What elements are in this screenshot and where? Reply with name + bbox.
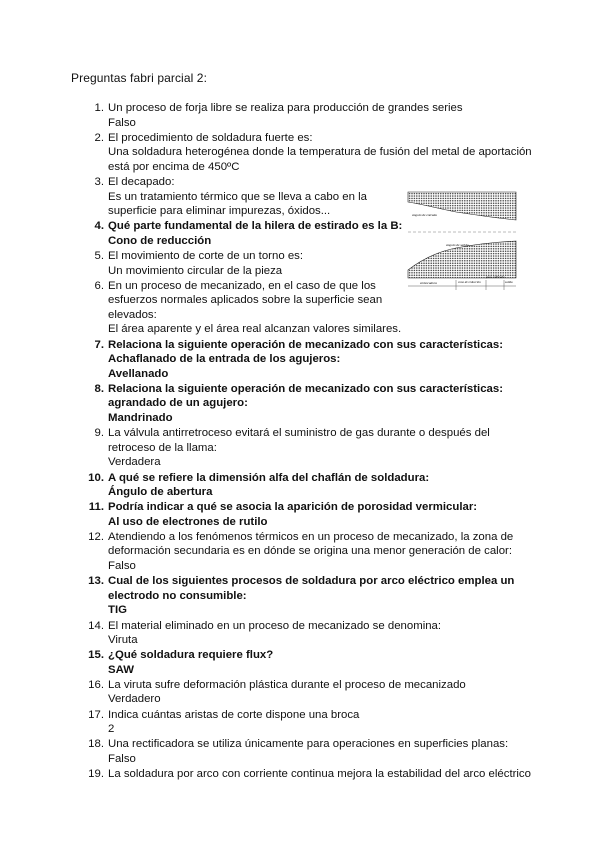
question-answer: Avellanado [108, 367, 169, 380]
question-answer: Verdadera [108, 456, 161, 469]
question-text: electrodo no consumible: [108, 589, 247, 602]
diagram-label-angulo-entrada: ángulo de entrada [412, 213, 437, 217]
question-text: Una rectificadora se utiliza únicamente para operaciones en superficies planas: [108, 738, 509, 751]
question-body [108, 708, 528, 737]
question-text: Qué parte fundamental de la hilera de estirado es la B: [108, 220, 403, 233]
question-answer: superficie para eliminar impurezas, óxidos... [108, 205, 331, 218]
question-text: El material eliminado en un proceso de mecanizado se denomina: [108, 619, 442, 632]
question-number: 8. [94, 382, 104, 395]
question-text: esfuerzos normales aplicados sobre la superficie sean [108, 294, 383, 307]
question-number: 9. [94, 427, 104, 440]
question-body [108, 131, 532, 175]
question-number: 2. [94, 131, 104, 144]
question-answer: Al uso de electrones de rutilo [108, 515, 268, 528]
drawing-die-diagram [406, 190, 518, 294]
question-number: 11. [88, 501, 104, 514]
question-body [108, 382, 528, 426]
question-answer: Falso [108, 116, 136, 129]
diagram-label-paso-calibrado: paso calibrado [486, 275, 505, 279]
question-body [108, 530, 528, 574]
question-body [108, 767, 531, 782]
question-answer: Falso [108, 560, 136, 573]
question-body [108, 574, 528, 618]
question-body [108, 426, 528, 470]
diagram-label-salida: salida [505, 280, 513, 284]
question-answer: Ángulo de abertura [108, 486, 213, 499]
question-number: 19. [88, 768, 104, 780]
question-text: Relaciona la siguiente operación de mecanizado con sus características: [108, 382, 504, 395]
question-answer: Mandrinado [108, 412, 173, 425]
question-number: 12. [88, 530, 104, 543]
question-text: El procedimiento de soldadura fuerte es: [108, 131, 313, 144]
question-text: La soldadura por arco con corriente continua mejora la estabilidad del arco eléctrico [108, 768, 531, 780]
question-answer: está por encima de 450ºC [108, 160, 240, 173]
question-body [108, 619, 528, 648]
question-text: En un proceso de mecanizado, en el caso de que los [108, 279, 376, 292]
question-number: 3. [94, 176, 104, 188]
question-answer: SAW [108, 663, 134, 676]
diagram-label-cono-reduccion: cono de reducción [458, 280, 481, 284]
question-body [108, 500, 528, 529]
question-body [108, 648, 528, 677]
question-text: Relaciona la siguiente operación de mecanizado con sus características: [108, 338, 504, 351]
question-number: 14. [88, 619, 104, 632]
question-text: Indica cuántas aristas de corte dispone una broca [108, 708, 360, 721]
question-answer: Cono de reducción [108, 234, 212, 247]
question-number: 6. [94, 279, 104, 292]
question-number: 4. [94, 220, 104, 233]
question-text: deformación secundaria es en dónde se origina una menor generación de calor: [108, 545, 512, 558]
question-text: Podría indicar a qué se asocia la aparición de porosidad vermicular: [108, 501, 478, 514]
question-text: El decapado: [108, 176, 175, 188]
question-number: 17. [88, 708, 104, 721]
question-body [108, 101, 528, 130]
question-text: Cual de los siguientes procesos de soldadura por arco eléctrico emplea un [108, 575, 515, 588]
question-body [108, 338, 528, 382]
question-number: 18. [88, 738, 104, 751]
diagram-label-embocadura: embocadura [420, 281, 437, 285]
question-text: Achaflanado de la entrada de los agujeros: [108, 353, 341, 366]
question-text: retroceso de la llama: [108, 441, 217, 454]
question-text: elevados: [108, 308, 157, 321]
question-answer: El área aparente y el área real alcanzan valores similares. [108, 323, 402, 336]
question-answer: Falso [108, 752, 136, 765]
question-number: 13. [88, 575, 104, 588]
question-body [108, 737, 528, 766]
question-text: ¿Qué soldadura requiere flux? [108, 649, 274, 662]
question-answer: 2 [108, 723, 115, 736]
question-number: 16. [88, 678, 104, 691]
question-text: El movimiento de corte de un torno es: [108, 250, 304, 262]
question-text: La viruta sufre deformación plástica durante el proceso de mecanizado [108, 678, 466, 691]
page-title: Preguntas fabri parcial 2: [71, 71, 208, 85]
question-answer: Verdadero [108, 693, 161, 706]
question-text: La válvula antirretroceso evitará el suministro de gas durante o después del [108, 427, 490, 440]
question-text: agrandado de un agujero: [108, 397, 248, 410]
question-number: 1. [94, 102, 104, 114]
question-text: Es un tratamiento térmico que se lleva a cabo en la [108, 190, 367, 203]
question-text: Una soldadura heterogénea donde la temperatura de fusión del metal de aportación [108, 146, 532, 159]
question-body [108, 678, 528, 707]
question-body [108, 471, 528, 500]
question-answer: Un movimiento circular de la pieza [108, 264, 283, 277]
question-number: 7. [94, 338, 104, 351]
diagram-label-angulo-salida: ángulo de salida [446, 243, 469, 247]
question-number: 15. [88, 649, 104, 662]
question-text: Un proceso de forja libre se realiza para producción de grandes series [108, 102, 463, 114]
question-answer: Viruta [108, 634, 138, 647]
question-text: A qué se refiere la dimensión alfa del chaflán de soldadura: [108, 471, 430, 484]
question-text: Atendiendo a los fenómenos térmicos en un proceso de mecanizado, la zona de [108, 530, 514, 543]
question-number: 5. [94, 250, 104, 262]
question-answer: TIG [108, 604, 127, 617]
question-number: 10. [88, 471, 104, 484]
